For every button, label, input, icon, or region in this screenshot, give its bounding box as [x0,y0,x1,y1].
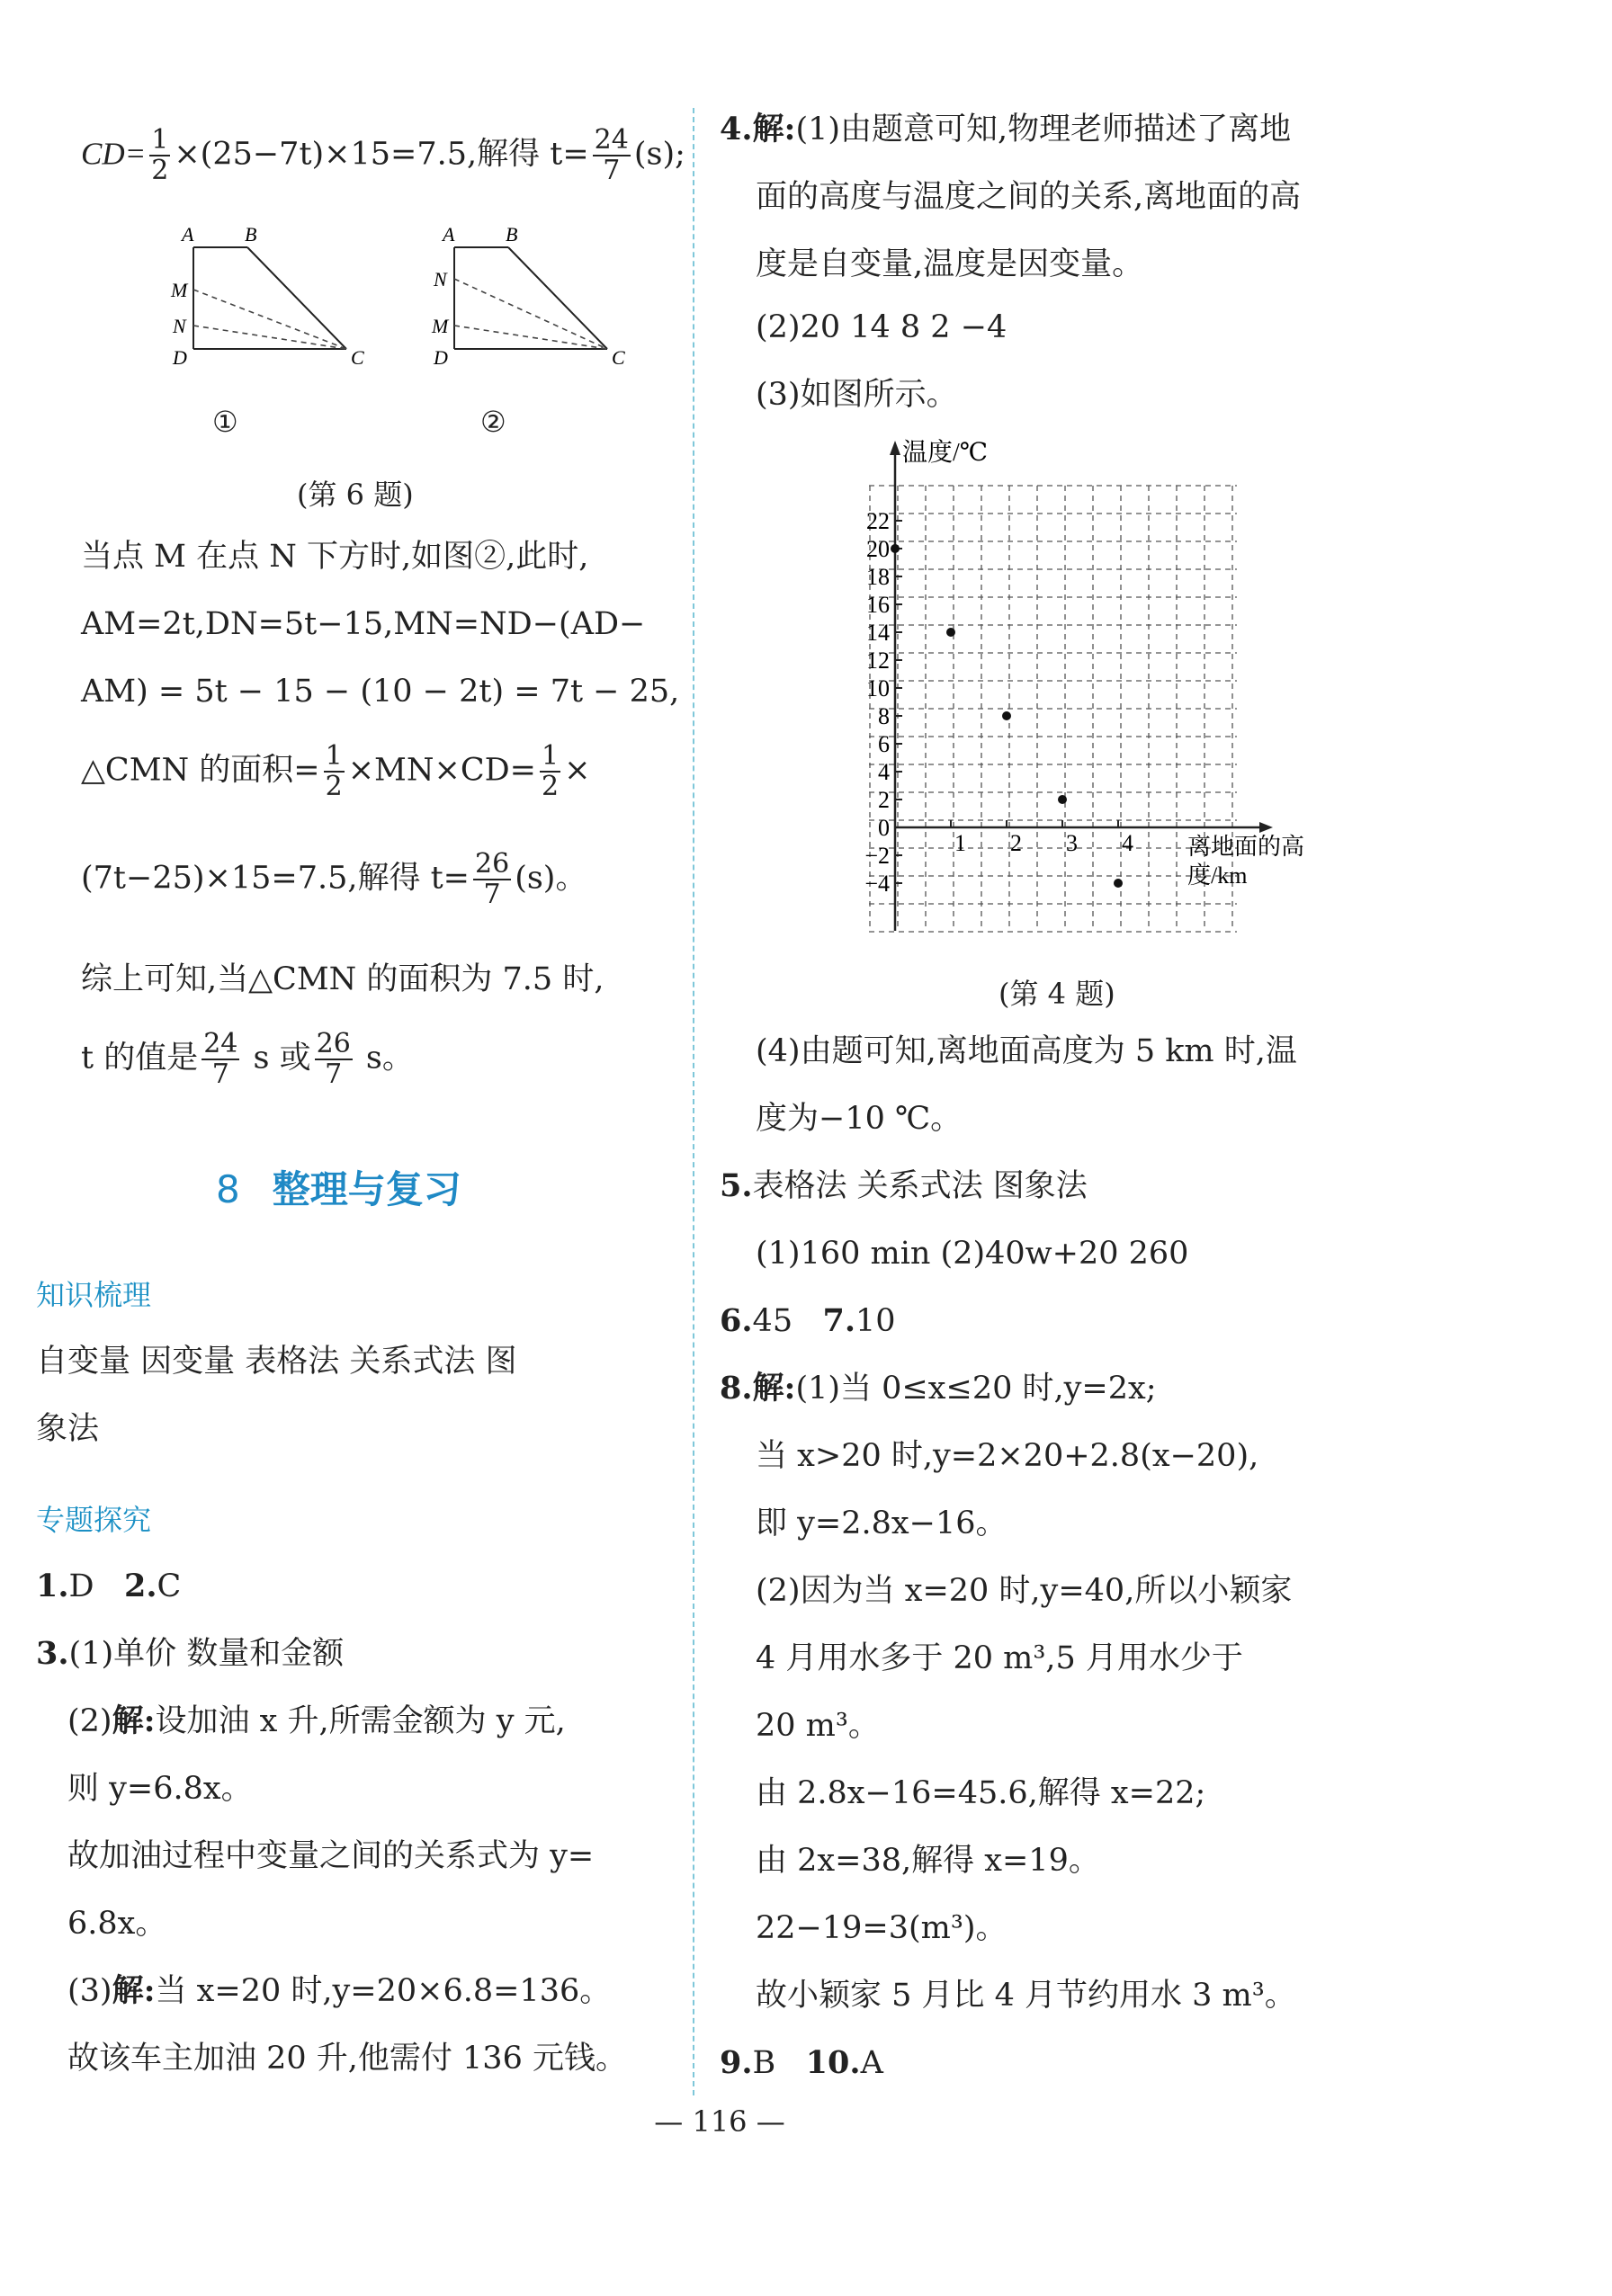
text: (2) [67,1703,112,1739]
section-title [216,1160,461,1214]
y-tick-label: 0 [878,815,890,841]
text-line: 面的高度与温度之间的关系,离地面的高 [756,179,1302,215]
text-line: 综上可知,当△CMN 的面积为 7.5 时, [81,961,604,997]
numerator: 26 [475,848,510,880]
denominator: 7 [603,155,621,186]
y-tick-labels [864,508,902,897]
trapezoid-figure-2 [387,216,657,369]
x-tick-labels [951,820,1133,856]
denominator: 2 [542,771,560,802]
text: (1)当 0≤x≤20 时,y=2x; [795,1371,1157,1407]
text: △CMN 的面积= [81,752,320,789]
text-line: 自变量 因变量 表格法 关系式法 图 [36,1344,517,1380]
text-line: 故小颖家 5 月比 4 月节约用水 3 m³。 [756,1978,1296,2014]
denominator: 2 [325,771,343,802]
area-equation [81,742,590,801]
numerator: 1 [325,740,343,772]
x-axis-title-line-2: 度/km [1187,862,1248,889]
solve-label: 解: [112,1972,156,2009]
y-axis-title: 温度/℃ [902,439,989,467]
numerator: 1 [542,740,560,772]
text-line: (4)由题可知,离地面高度为 5 km 时,温 [756,1033,1297,1069]
question-number: 1. [36,1568,69,1604]
solve-label: 解: [752,1370,796,1407]
fraction [202,1030,239,1089]
denominator: 7 [325,1059,343,1090]
q3-line-6 [67,1970,611,2013]
text-line: 即 y=2.8x−16。 [756,1505,1008,1541]
label-A: A [182,223,194,246]
text: (1)单价 数量和金额 [68,1636,345,1672]
y-tick-label: 18 [866,564,890,590]
x-axis-title-line-1: 离地面的高 [1187,834,1305,860]
answers-1-2 [36,1565,181,1608]
y-tick-label: 10 [866,675,890,701]
cd-equation [81,126,685,185]
label-M: M [171,279,188,301]
y-tick-label: 14 [866,620,890,646]
text-line: 度为−10 ℃。 [756,1101,963,1137]
topic-heading: 专题探究 [36,1503,152,1537]
y-tick-label: 6 [878,731,890,757]
data-point [1058,795,1067,804]
text: (s)。 [515,860,587,897]
data-point [946,628,955,637]
label-C: C [351,346,364,369]
fraction [593,126,631,185]
text: 设加油 x 升,所需金额为 y 元, [155,1703,566,1739]
q5-line-1 [720,1165,1088,1208]
text: t 的值是 [81,1040,199,1077]
text-line: 度是自变量,温度是因变量。 [756,246,1144,282]
question-number: 2. [124,1568,157,1604]
text: (7t−25)×15=7.5,解得 t= [81,860,470,897]
y-tick-label: −4 [864,871,890,897]
text: s。 [355,1040,414,1077]
q3-line-1 [36,1632,344,1675]
x-tick-label: 3 [1066,830,1078,856]
fraction [149,126,170,185]
text-line: (3)如图所示。 [756,377,958,413]
answer: D [68,1568,94,1604]
figure-1-number: ① [212,405,238,439]
figure-2-number: ② [480,405,506,439]
label-B: B [506,223,518,246]
question-number: 7. [822,1302,856,1339]
text-line: 当点 M 在点 N 下方时,如图②,此时, [81,539,589,575]
text: (1)由题意可知,物理老师描述了离地 [795,112,1292,147]
question-number: 5. [720,1167,753,1204]
x-tick-label: 1 [954,830,966,856]
x-tick-label: 4 [1122,830,1133,856]
y-tick-label: 8 [878,703,890,729]
y-axis-arrow [890,441,900,455]
text-line: 6.8x。 [67,1906,167,1942]
solve-equation [81,850,587,909]
y-tick-label: −2 [864,843,890,869]
text: 当 x=20 时,y=20×6.8=136。 [155,1973,612,2009]
denominator: 7 [211,1059,229,1090]
numerator: 24 [594,124,629,156]
text-line: AM) = 5t − 15 − (10 − 2t) = 7t − 25, [81,674,680,710]
figure-caption: (第 6 题) [297,478,414,512]
y-tick-label: 4 [878,759,890,785]
text: CD= [81,136,147,172]
text-line: (2)20 14 8 2 −4 [756,309,1008,345]
text-line: (1)160 min (2)40w+20 260 [756,1236,1189,1272]
answers-6-7 [720,1300,896,1343]
text-line: 象法 [36,1411,100,1447]
text-line: AM=2t,DN=5t−15,MN=ND−(AD− [81,606,646,642]
question-number: 8. [720,1370,753,1407]
text: × [564,752,591,789]
data-point [891,544,900,553]
y-tick-label: 22 [866,508,890,534]
answers-9-10 [720,2041,883,2085]
question-number: 3. [36,1635,69,1672]
text-line: 20 m³。 [756,1708,880,1744]
numerator: 24 [203,1028,238,1059]
y-tick-label: 12 [866,648,890,674]
section-name: 整理与复习 [272,1167,461,1211]
text-line: 则 y=6.8x。 [67,1771,253,1807]
question-number: 10. [805,2044,861,2081]
knowledge-heading: 知识梳理 [36,1278,152,1312]
chart-caption: (第 4 题) [999,977,1115,1011]
answer: B [752,2045,776,2081]
label-C: C [612,346,625,369]
text: ×MN×CD= [347,752,537,789]
label-D: D [434,346,448,369]
label-D: D [173,346,187,369]
numerator: 26 [316,1028,351,1059]
text: s 或 [243,1040,311,1077]
t-values [81,1030,414,1089]
section-number: 8 [216,1167,240,1211]
fraction [540,742,560,801]
page-number: — 116 — [654,2104,785,2139]
numerator: 1 [151,124,169,156]
denominator: 7 [483,879,501,910]
text: (3) [67,1973,112,2009]
y-tick-label: 20 [866,536,890,562]
q3-line-2 [67,1700,566,1743]
solve-label: 解: [752,111,796,147]
fraction [473,850,511,909]
text-line: 由 2.8x−16=45.6,解得 x=22; [756,1775,1206,1811]
text: ×(25−7t)×15=7.5,解得 t= [174,136,589,173]
text-line: (2)因为当 x=20 时,y=40,所以小颖家 [756,1573,1293,1609]
label-M: M [432,315,449,337]
q4-line-1 [720,108,1291,151]
text-line: 由 2x=38,解得 x=19。 [756,1843,1100,1879]
trapezoid-figure-1 [126,216,396,369]
fraction [315,1030,353,1089]
fraction [324,742,345,801]
label-N: N [173,315,186,337]
temperature-height-chart [810,432,1313,953]
denominator: 2 [151,155,169,186]
data-point [1002,711,1011,720]
text-line: 4 月用水多于 20 m³,5 月用水少于 [756,1640,1243,1676]
text: (s); [633,136,685,173]
data-point [1114,879,1123,888]
q8-line-1 [720,1367,1157,1410]
label-N: N [434,268,447,290]
text-line: 22−19=3(m³)。 [756,1910,1008,1946]
label-B: B [245,223,257,246]
x-axis-arrow [1259,822,1273,833]
y-tick-label: 16 [866,592,890,618]
answer: 10 [855,1303,896,1339]
y-tick-label: 2 [878,787,890,813]
text-line: 故加油过程中变量之间的关系式为 y= [67,1838,595,1874]
solve-label: 解: [112,1702,156,1739]
text-line: 当 x>20 时,y=2×20+2.8(x−20), [756,1438,1259,1474]
answer: C [157,1568,182,1604]
question-number: 6. [720,1302,753,1339]
label-A: A [443,223,455,246]
text-line: 故该车主加油 20 升,他需付 136 元钱。 [67,2041,627,2077]
column-divider [693,108,694,2095]
answer: A [860,2045,883,2081]
x-tick-label: 2 [1010,830,1022,856]
answer: 45 [752,1303,793,1339]
text: 表格法 关系式法 图象法 [752,1168,1088,1204]
question-number: 9. [720,2044,753,2081]
grid-horizontal [869,486,1237,932]
question-number: 4. [720,111,753,147]
